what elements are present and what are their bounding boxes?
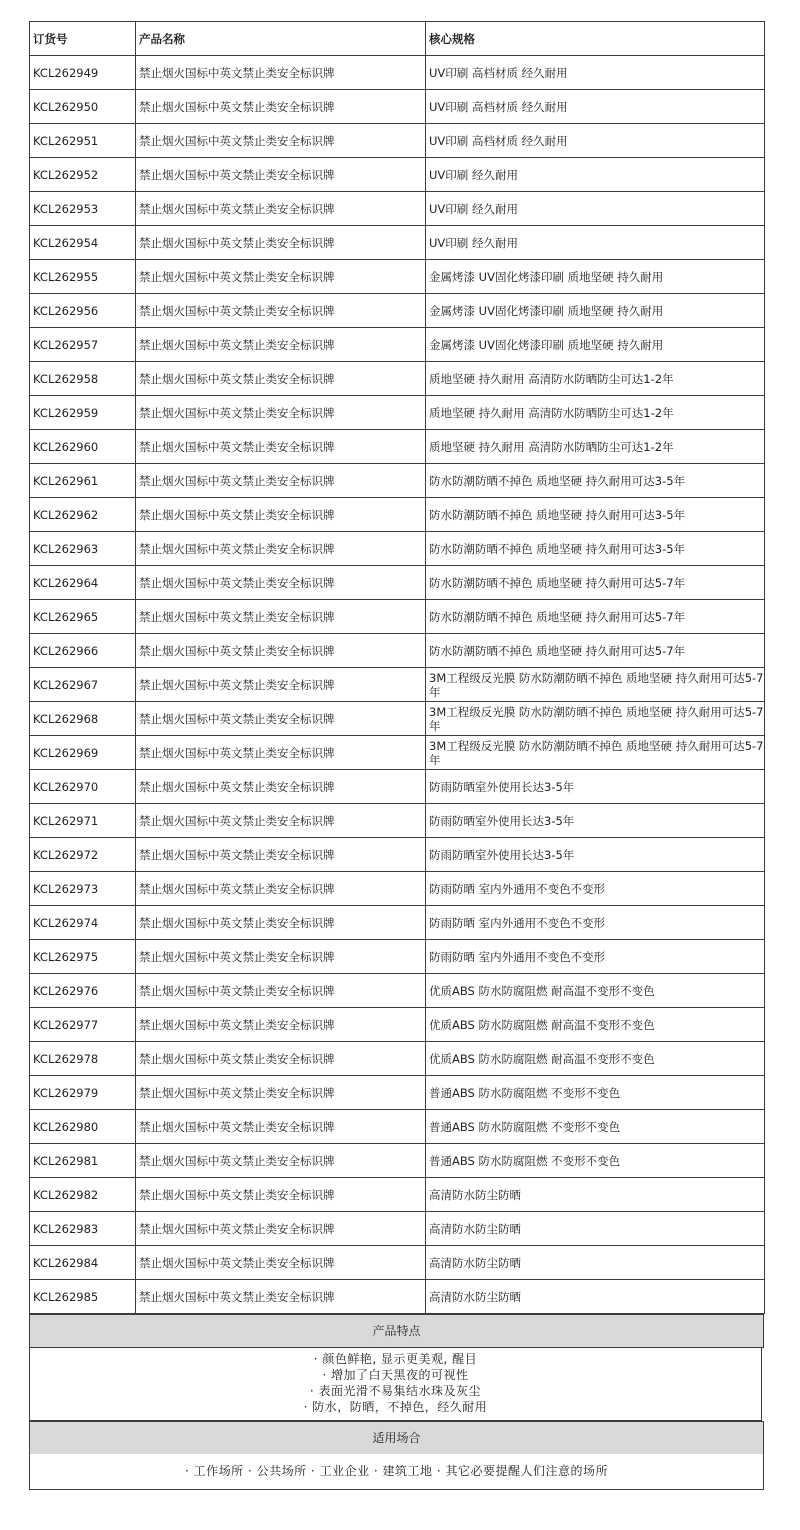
cell-product-name: 禁止烟火国标中英文禁止类安全标识牌 <box>136 294 426 328</box>
table-row <box>30 124 765 158</box>
cell-order-number: KCL262976 <box>30 974 136 1008</box>
cell-core-spec: 防水防潮防晒不掉色 质地坚硬 持久耐用可达5-7年 <box>426 566 765 600</box>
feature-item: · 表面光滑不易集结水珠及灰尘 <box>309 1384 482 1398</box>
cell-core-spec: 高清防水防尘防晒 <box>426 1246 765 1280</box>
cell-core-spec: 高清防水防尘防晒 <box>426 1178 765 1212</box>
cell-order-number: KCL262965 <box>30 600 136 634</box>
cell-order-number: KCL262949 <box>30 56 136 90</box>
cell-product-name: 禁止烟火国标中英文禁止类安全标识牌 <box>136 906 426 940</box>
table-row <box>30 940 765 974</box>
cell-core-spec: 优质ABS 防水防腐阻燃 耐高温不变形不变色 <box>426 1042 765 1076</box>
cell-core-spec: 防雨防晒 室内外通用不变色不变形 <box>426 940 765 974</box>
features-list <box>29 1348 762 1421</box>
cell-core-spec: 金属烤漆 UV固化烤漆印刷 质地坚硬 持久耐用 <box>426 328 765 362</box>
table-row <box>30 702 765 736</box>
cell-order-number: KCL262980 <box>30 1110 136 1144</box>
table-row <box>30 396 765 430</box>
cell-order-number: KCL262960 <box>30 430 136 464</box>
table-row <box>30 838 765 872</box>
cell-product-name: 禁止烟火国标中英文禁止类安全标识牌 <box>136 192 426 226</box>
table-row <box>30 1178 765 1212</box>
table-row <box>30 872 765 906</box>
cell-order-number: KCL262967 <box>30 668 136 702</box>
table-row <box>30 804 765 838</box>
cell-product-name: 禁止烟火国标中英文禁止类安全标识牌 <box>136 1110 426 1144</box>
cell-core-spec: 防水防潮防晒不掉色 质地坚硬 持久耐用可达5-7年 <box>426 600 765 634</box>
cell-product-name: 禁止烟火国标中英文禁止类安全标识牌 <box>136 396 426 430</box>
feature-item: · 防水，防晒，不掉色，经久耐用 <box>303 1400 488 1414</box>
cell-core-spec: UV印刷 经久耐用 <box>426 226 765 260</box>
header-order-number: 订货号 <box>30 22 136 56</box>
cell-order-number: KCL262985 <box>30 1280 136 1314</box>
header-core-spec: 核心规格 <box>426 22 765 56</box>
table-row <box>30 1110 765 1144</box>
table-row <box>30 1144 765 1178</box>
cell-product-name: 禁止烟火国标中英文禁止类安全标识牌 <box>136 1042 426 1076</box>
cell-order-number: KCL262984 <box>30 1246 136 1280</box>
cell-order-number: KCL262962 <box>30 498 136 532</box>
cell-product-name: 禁止烟火国标中英文禁止类安全标识牌 <box>136 56 426 90</box>
cell-core-spec: 防雨防晒室外使用长达3-5年 <box>426 804 765 838</box>
cell-core-spec: 3M工程级反光膜 防水防潮防晒不掉色 质地坚硬 持久耐用可达5-7年 <box>426 702 765 736</box>
cell-core-spec: 普通ABS 防水防腐阻燃 不变形不变色 <box>426 1144 765 1178</box>
table-row <box>30 56 765 90</box>
cell-product-name: 禁止烟火国标中英文禁止类安全标识牌 <box>136 736 426 770</box>
cell-product-name: 禁止烟火国标中英文禁止类安全标识牌 <box>136 430 426 464</box>
usage-places: · 工作场所 · 公共场所 · 工业企业 · 建筑工地 · 其它必要提醒人们注意的场所 <box>29 1454 764 1490</box>
cell-product-name: 禁止烟火国标中英文禁止类安全标识牌 <box>136 1246 426 1280</box>
cell-order-number: KCL262968 <box>30 702 136 736</box>
cell-core-spec: 高清防水防尘防晒 <box>426 1280 765 1314</box>
cell-order-number: KCL262973 <box>30 872 136 906</box>
feature-item: · 增加了白天黑夜的可视性 <box>322 1368 469 1382</box>
usage-heading: 适用场合 <box>29 1421 764 1455</box>
cell-core-spec: 高清防水防尘防晒 <box>426 1212 765 1246</box>
cell-product-name: 禁止烟火国标中英文禁止类安全标识牌 <box>136 124 426 158</box>
cell-core-spec: 3M工程级反光膜 防水防潮防晒不掉色 质地坚硬 持久耐用可达5-7年 <box>426 736 765 770</box>
table-row <box>30 260 765 294</box>
table-body <box>30 56 765 1314</box>
cell-core-spec: 防雨防晒室外使用长达3-5年 <box>426 838 765 872</box>
cell-order-number: KCL262964 <box>30 566 136 600</box>
cell-order-number: KCL262959 <box>30 396 136 430</box>
cell-core-spec: 防水防潮防晒不掉色 质地坚硬 持久耐用可达3-5年 <box>426 532 765 566</box>
cell-core-spec: UV印刷 经久耐用 <box>426 158 765 192</box>
cell-core-spec: 金属烤漆 UV固化烤漆印刷 质地坚硬 持久耐用 <box>426 260 765 294</box>
cell-core-spec: 防水防潮防晒不掉色 质地坚硬 持久耐用可达3-5年 <box>426 498 765 532</box>
cell-product-name: 禁止烟火国标中英文禁止类安全标识牌 <box>136 600 426 634</box>
cell-order-number: KCL262951 <box>30 124 136 158</box>
table-row <box>30 1212 765 1246</box>
cell-order-number: KCL262957 <box>30 328 136 362</box>
table-row <box>30 906 765 940</box>
cell-core-spec: UV印刷 高档材质 经久耐用 <box>426 124 765 158</box>
table-row <box>30 1246 765 1280</box>
cell-product-name: 禁止烟火国标中英文禁止类安全标识牌 <box>136 1178 426 1212</box>
table-row <box>30 1280 765 1314</box>
cell-product-name: 禁止烟火国标中英文禁止类安全标识牌 <box>136 90 426 124</box>
table-row <box>30 158 765 192</box>
header-product-name: 产品名称 <box>136 22 426 56</box>
cell-product-name: 禁止烟火国标中英文禁止类安全标识牌 <box>136 260 426 294</box>
features-heading: 产品特点 <box>29 1314 764 1348</box>
cell-product-name: 禁止烟火国标中英文禁止类安全标识牌 <box>136 634 426 668</box>
cell-product-name: 禁止烟火国标中英文禁止类安全标识牌 <box>136 328 426 362</box>
feature-item: · 颜色鲜艳, 显示更美观, 醒目 <box>313 1352 478 1366</box>
table-row <box>30 328 765 362</box>
table-row <box>30 430 765 464</box>
table-row <box>30 498 765 532</box>
cell-product-name: 禁止烟火国标中英文禁止类安全标识牌 <box>136 498 426 532</box>
cell-product-name: 禁止烟火国标中英文禁止类安全标识牌 <box>136 940 426 974</box>
cell-product-name: 禁止烟火国标中英文禁止类安全标识牌 <box>136 974 426 1008</box>
table-row <box>30 1042 765 1076</box>
cell-order-number: KCL262982 <box>30 1178 136 1212</box>
cell-product-name: 禁止烟火国标中英文禁止类安全标识牌 <box>136 804 426 838</box>
cell-product-name: 禁止烟火国标中英文禁止类安全标识牌 <box>136 566 426 600</box>
cell-product-name: 禁止烟火国标中英文禁止类安全标识牌 <box>136 226 426 260</box>
cell-core-spec: 普通ABS 防水防腐阻燃 不变形不变色 <box>426 1110 765 1144</box>
table-row <box>30 736 765 770</box>
cell-product-name: 禁止烟火国标中英文禁止类安全标识牌 <box>136 1076 426 1110</box>
cell-order-number: KCL262974 <box>30 906 136 940</box>
table-row <box>30 90 765 124</box>
cell-core-spec: 普通ABS 防水防腐阻燃 不变形不变色 <box>426 1076 765 1110</box>
cell-order-number: KCL262955 <box>30 260 136 294</box>
table-row <box>30 770 765 804</box>
table-row <box>30 974 765 1008</box>
cell-product-name: 禁止烟火国标中英文禁止类安全标识牌 <box>136 1280 426 1314</box>
cell-order-number: KCL262970 <box>30 770 136 804</box>
cell-product-name: 禁止烟火国标中英文禁止类安全标识牌 <box>136 464 426 498</box>
table-row <box>30 668 765 702</box>
table-row <box>30 226 765 260</box>
cell-product-name: 禁止烟火国标中英文禁止类安全标识牌 <box>136 702 426 736</box>
cell-order-number: KCL262978 <box>30 1042 136 1076</box>
table-row <box>30 294 765 328</box>
cell-product-name: 禁止烟火国标中英文禁止类安全标识牌 <box>136 158 426 192</box>
table-row <box>30 634 765 668</box>
cell-order-number: KCL262972 <box>30 838 136 872</box>
cell-core-spec: 质地坚硬 持久耐用 高清防水防晒防尘可达1-2年 <box>426 396 765 430</box>
cell-order-number: KCL262979 <box>30 1076 136 1110</box>
cell-core-spec: UV印刷 经久耐用 <box>426 192 765 226</box>
table-row <box>30 192 765 226</box>
cell-product-name: 禁止烟火国标中英文禁止类安全标识牌 <box>136 838 426 872</box>
cell-order-number: KCL262961 <box>30 464 136 498</box>
product-spec-table <box>29 21 765 1314</box>
cell-product-name: 禁止烟火国标中英文禁止类安全标识牌 <box>136 1008 426 1042</box>
cell-order-number: KCL262954 <box>30 226 136 260</box>
cell-core-spec: 优质ABS 防水防腐阻燃 耐高温不变形不变色 <box>426 1008 765 1042</box>
cell-order-number: KCL262981 <box>30 1144 136 1178</box>
table-row <box>30 362 765 396</box>
cell-core-spec: 防水防潮防晒不掉色 质地坚硬 持久耐用可达5-7年 <box>426 634 765 668</box>
cell-core-spec: UV印刷 高档材质 经久耐用 <box>426 90 765 124</box>
cell-core-spec: 防雨防晒室外使用长达3-5年 <box>426 770 765 804</box>
table-row <box>30 1076 765 1110</box>
cell-order-number: KCL262950 <box>30 90 136 124</box>
cell-core-spec: UV印刷 高档材质 经久耐用 <box>426 56 765 90</box>
cell-core-spec: 优质ABS 防水防腐阻燃 耐高温不变形不变色 <box>426 974 765 1008</box>
cell-order-number: KCL262975 <box>30 940 136 974</box>
cell-order-number: KCL262952 <box>30 158 136 192</box>
cell-product-name: 禁止烟火国标中英文禁止类安全标识牌 <box>136 668 426 702</box>
cell-core-spec: 3M工程级反光膜 防水防潮防晒不掉色 质地坚硬 持久耐用可达5-7年 <box>426 668 765 702</box>
cell-order-number: KCL262956 <box>30 294 136 328</box>
cell-core-spec: 防水防潮防晒不掉色 质地坚硬 持久耐用可达3-5年 <box>426 464 765 498</box>
cell-core-spec: 质地坚硬 持久耐用 高清防水防晒防尘可达1-2年 <box>426 362 765 396</box>
cell-order-number: KCL262969 <box>30 736 136 770</box>
table-row <box>30 600 765 634</box>
cell-order-number: KCL262963 <box>30 532 136 566</box>
table-row <box>30 566 765 600</box>
cell-core-spec: 质地坚硬 持久耐用 高清防水防晒防尘可达1-2年 <box>426 430 765 464</box>
cell-core-spec: 金属烤漆 UV固化烤漆印刷 质地坚硬 持久耐用 <box>426 294 765 328</box>
cell-core-spec: 防雨防晒 室内外通用不变色不变形 <box>426 872 765 906</box>
cell-product-name: 禁止烟火国标中英文禁止类安全标识牌 <box>136 1212 426 1246</box>
cell-product-name: 禁止烟火国标中英文禁止类安全标识牌 <box>136 872 426 906</box>
cell-product-name: 禁止烟火国标中英文禁止类安全标识牌 <box>136 1144 426 1178</box>
cell-order-number: KCL262983 <box>30 1212 136 1246</box>
cell-order-number: KCL262971 <box>30 804 136 838</box>
cell-product-name: 禁止烟火国标中英文禁止类安全标识牌 <box>136 362 426 396</box>
cell-order-number: KCL262958 <box>30 362 136 396</box>
table-row <box>30 464 765 498</box>
cell-core-spec: 防雨防晒 室内外通用不变色不变形 <box>426 906 765 940</box>
table-header-row <box>30 22 765 56</box>
cell-order-number: KCL262966 <box>30 634 136 668</box>
table-row <box>30 1008 765 1042</box>
cell-order-number: KCL262953 <box>30 192 136 226</box>
cell-product-name: 禁止烟火国标中英文禁止类安全标识牌 <box>136 770 426 804</box>
cell-product-name: 禁止烟火国标中英文禁止类安全标识牌 <box>136 532 426 566</box>
table-row <box>30 532 765 566</box>
cell-order-number: KCL262977 <box>30 1008 136 1042</box>
